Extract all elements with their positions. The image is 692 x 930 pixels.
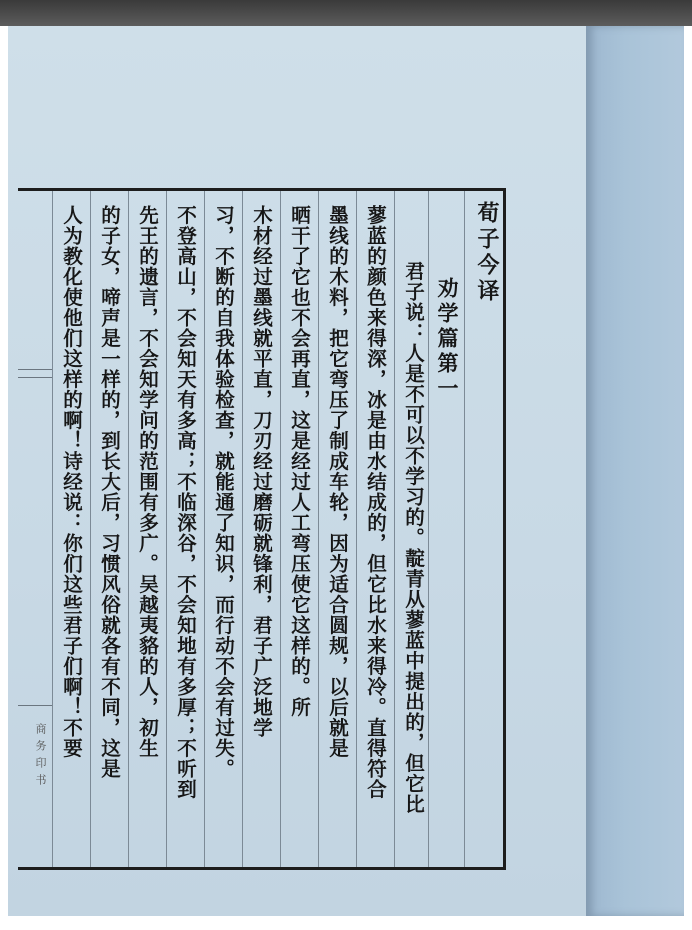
text-column: 习，不断的自我体验检查，就能通了知识，而行动不会有过失。 bbox=[212, 205, 235, 779]
manuscript-frame bbox=[18, 188, 506, 870]
column-rule bbox=[394, 191, 395, 867]
chapter-title: 劝学篇第一 bbox=[435, 277, 459, 402]
column-rule bbox=[204, 191, 205, 867]
text-column: 晒干了它也不会再直，这是经过人工弯压使它这样的。所 bbox=[288, 205, 311, 718]
text-column: 人为教化使他们这样的啊！诗经说：你们这些君子们啊！不要 bbox=[60, 205, 83, 759]
column-rule bbox=[128, 191, 129, 867]
column-rule bbox=[464, 191, 465, 867]
frame-margin-strip bbox=[18, 191, 53, 867]
column-rule bbox=[280, 191, 281, 867]
text-column: 蓼蓝的颜色来得深，冰是由水结成的，但它比水来得冷。直得符合 bbox=[364, 205, 387, 800]
book-photo bbox=[8, 26, 684, 916]
text-column: 先王的遗言，不会知学问的范围有多广。吴越夷貉的人，初生 bbox=[136, 205, 159, 759]
column-rule bbox=[242, 191, 243, 867]
text-column: 墨线的木料，把它弯压了制成车轮，因为适合圆规，以后就是 bbox=[326, 205, 349, 759]
margin-rule bbox=[18, 369, 52, 370]
top-border-bar bbox=[0, 0, 692, 26]
column-rule bbox=[166, 191, 167, 867]
margin-rule bbox=[18, 705, 52, 706]
column-rule bbox=[356, 191, 357, 867]
margin-rule bbox=[18, 377, 52, 378]
column-rule bbox=[90, 191, 91, 867]
right-page-edge bbox=[586, 26, 684, 916]
book-title: 荀子今译 bbox=[474, 201, 499, 305]
column-rule bbox=[318, 191, 319, 867]
text-column: 不登高山，不会知天有多高；不临深谷，不会知地有多厚；不听到 bbox=[174, 205, 197, 800]
publisher-mark: 商务印书 bbox=[34, 723, 47, 791]
text-column: 木材经过墨线就平直，刀刃经过磨砺就锋利，君子广泛地学 bbox=[250, 205, 273, 738]
text-column: 的子女，啼声是一样的，到长大后，习惯风俗就各有不同，这是 bbox=[98, 205, 121, 779]
column-rule bbox=[428, 191, 429, 867]
text-column: 君子说：人是不可以不学习的。靛青从蓼蓝中提出的，但它比 bbox=[402, 261, 425, 815]
